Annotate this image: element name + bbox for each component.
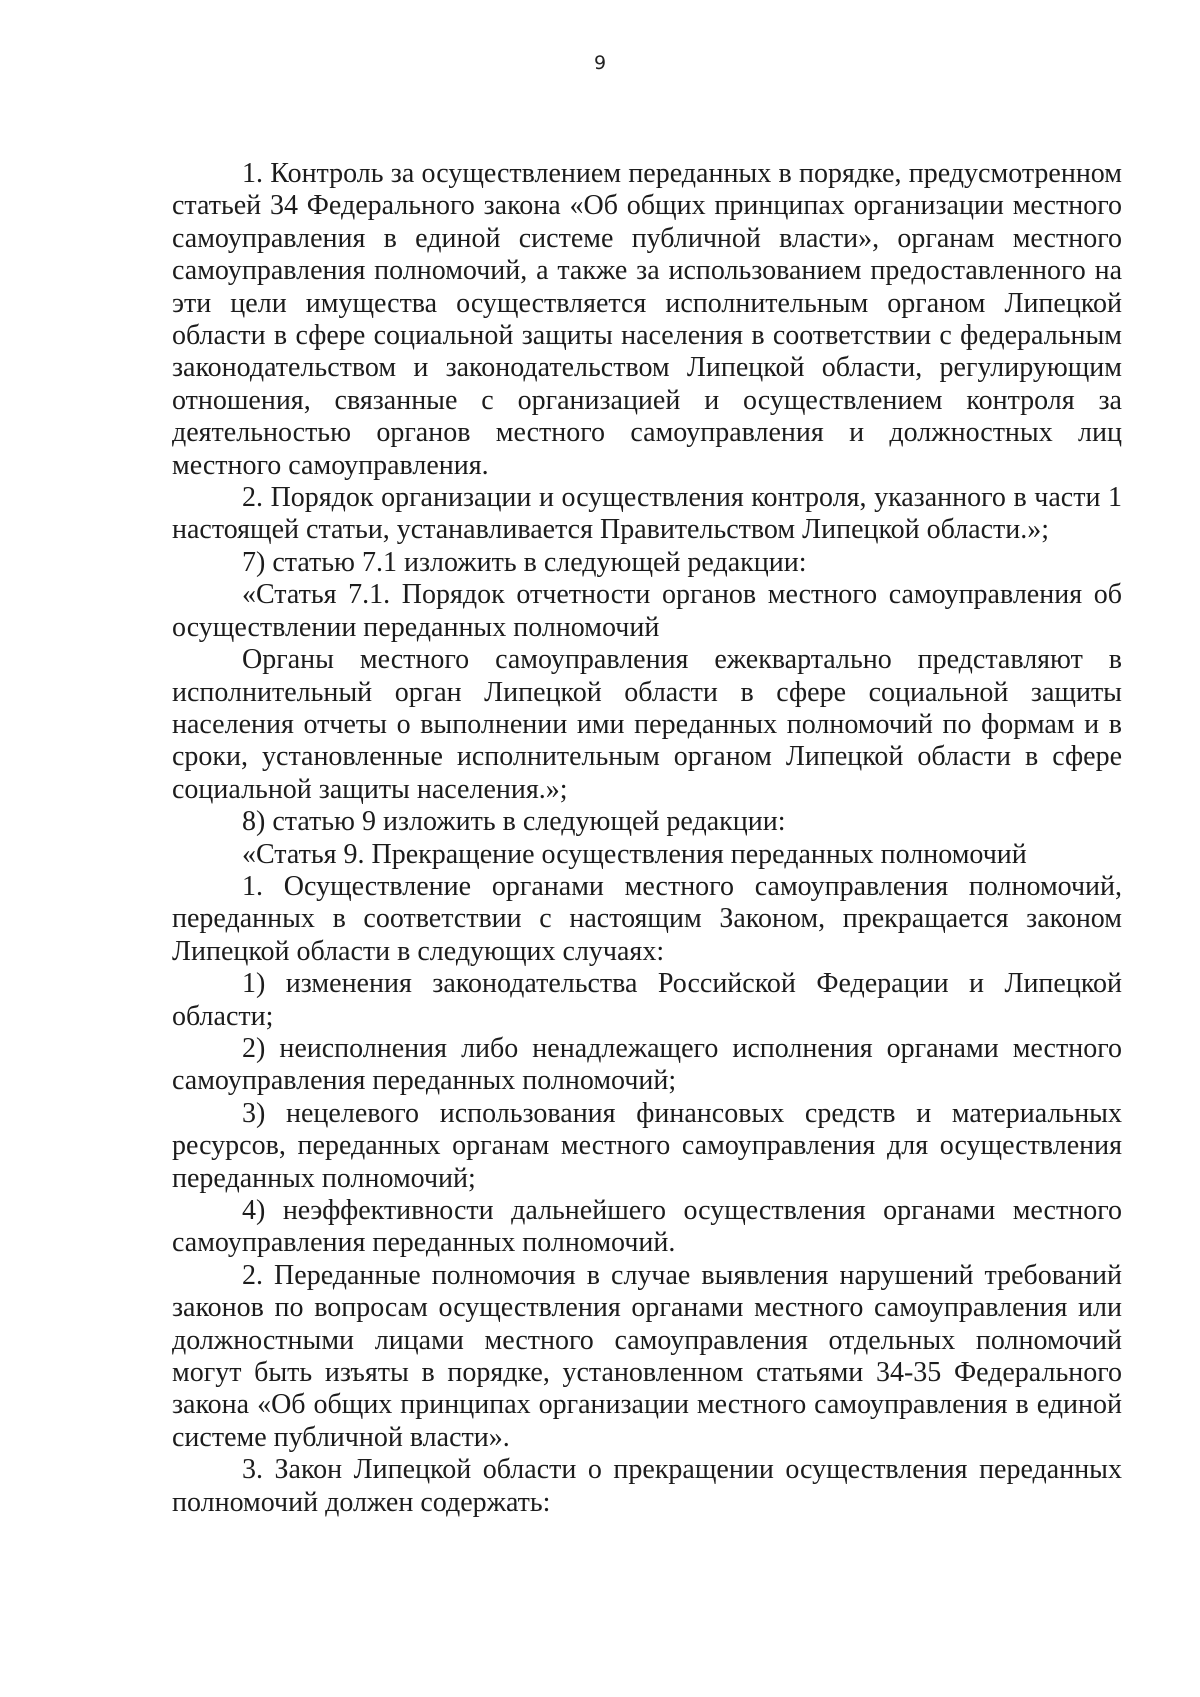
paragraph-article-9-part-2: 2. Переданные полномочия в случае выявления нарушений требований законов по вопросам осуществления органами местного самоуправления или должностными лицами местного самоуправления отдельных полномочий могут быть изъяты в порядке, установленном статьями 34-35 Федерального закона «Об общих принципах организации местного самоуправления в единой системе публичной власти». [172,1259,1122,1453]
paragraph-article-9-part-1: 1. Осуществление органами местного самоуправления полномочий, переданных в соответствии с настоящим Законом, прекращается законом Липецкой области в следующих случаях: [172,870,1122,967]
paragraph-amendment-8: 8) статью 9 изложить в следующей редакции: [242,806,786,838]
paragraph-case-3: 3) нецелевого использования финансовых средств и материальных ресурсов, переданных органам местного самоуправления для осуществления переданных полномочий; [172,1097,1122,1194]
paragraph-case-2: 2) неисполнения либо ненадлежащего исполнения органами местного самоуправления переданных полномочий; [172,1032,1122,1097]
paragraph-control-part-1: 1. Контроль за осуществлением переданных в порядке, предусмотренном статьей 34 Федерального закона «Об общих принципах организации местного самоуправления в единой системе публичной власти», органам местного самоуправления полномочий, а также за использованием предоставленного на эти цели имущества осуществляется исполнительным органом Липецкой области в сфере социальной защиты населения в соответствии с федеральным законодательством и законодательством Липецкой области, регулирующим отношения, связанные с организацией и осуществлением контроля за деятельностью органов местного самоуправления и должностных лиц местного самоуправления. [172,158,1122,481]
paragraph-case-1: 1) изменения законодательства Российской Федерации и Липецкой области; [172,968,1122,1032]
page-number: 9 [593,52,607,74]
paragraph-case-4: 4) неэффективности дальнейшего осуществления органами местного самоуправления переданных полномочий. [172,1195,1122,1259]
document-body [172,158,1122,1519]
paragraph-amendment-7: 7) статью 7.1 изложить в следующей редакции: [242,546,807,578]
paragraph-article-7-1-heading: «Статья 7.1. Порядок отчетности органов местного самоуправления об осуществлении переданных полномочий [172,579,1122,643]
paragraph-control-part-2: 2. Порядок организации и осуществления контроля, указанного в части 1 настоящей статьи, устанавливается Правительством Липецкой области.»; [172,482,1122,546]
paragraph-article-7-1-text: Органы местного самоуправления ежеквартально представляют в исполнительный орган Липецкой области в сфере социальной защиты населения отчеты о выполнении ими переданных полномочий по формам и в сроки, установленные исполнительным органом Липецкой области в сфере социальной защиты населения.»; [172,644,1122,805]
paragraph-article-9-heading: «Статья 9. Прекращение осуществления переданных полномочий [242,838,1027,870]
paragraph-article-9-part-3: 3. Закон Липецкой области о прекращении осуществления переданных полномочий должен содержать: [172,1454,1122,1518]
